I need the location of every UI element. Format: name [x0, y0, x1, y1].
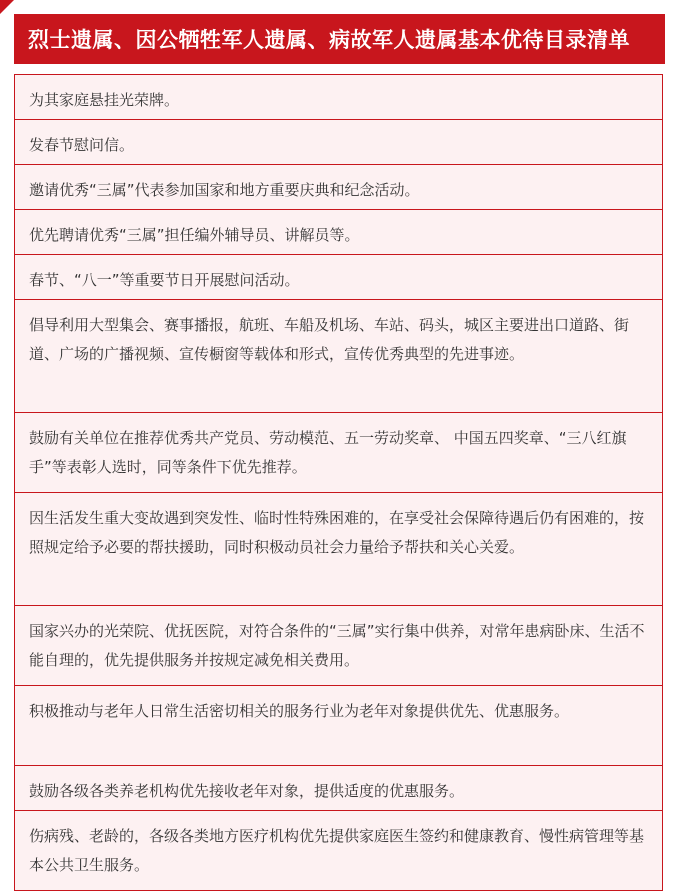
list-item: 鼓励各级各类养老机构优先接收老年对象，提供适度的优惠服务。	[14, 766, 663, 811]
list-item: 发春节慰问信。	[14, 120, 663, 165]
list-item: 积极推动与老年人日常生活密切相关的服务行业为老年对象提供优先、优惠服务。	[14, 686, 663, 766]
list-item: 优先聘请优秀“三属”担任编外辅导员、讲解员等。	[14, 210, 663, 255]
list-item: 倡导利用大型集会、赛事播报，航班、车船及机场、车站、码头，城区主要进出口道路、街道、广场的广播视频、宣传橱窗等载体和形式，宣传优秀典型的先进事迹。	[14, 300, 663, 413]
page-title: 烈士遗属、因公牺牲军人遗属、病故军人遗属基本优待目录清单	[28, 28, 630, 52]
list-item: 伤病残、老龄的，各级各类地方医疗机构优先提供家庭医生签约和健康教育、慢性病管理等基本公共卫生服务。	[14, 811, 663, 891]
list-item: 鼓励有关单位在推荐优秀共产党员、劳动模范、五一劳动奖章、 中国五四奖章、“三八红旗手”等表彰人选时，同等条件下优先推荐。	[14, 413, 663, 493]
list-item: 因生活发生重大变故遇到突发性、临时性特殊困难的，在享受社会保障待遇后仍有困难的，按照规定给予必要的帮扶援助，同时积极动员社会力量给予帮扶和关心关爱。	[14, 493, 663, 606]
corner-accent	[0, 0, 14, 14]
list-item: 为其家庭悬挂光荣牌。	[14, 75, 663, 120]
list-item: 国家兴办的光荣院、优抚医院，对符合条件的“三属”实行集中供养，对常年患病卧床、生活不能自理的，优先提供服务并按规定减免相关费用。	[14, 606, 663, 686]
title-banner	[14, 14, 665, 64]
list-item: 春节、“八一”等重要节日开展慰问活动。	[14, 255, 663, 300]
list-item: 邀请优秀“三属”代表参加国家和地方重要庆典和纪念活动。	[14, 165, 663, 210]
benefits-list	[14, 74, 663, 891]
